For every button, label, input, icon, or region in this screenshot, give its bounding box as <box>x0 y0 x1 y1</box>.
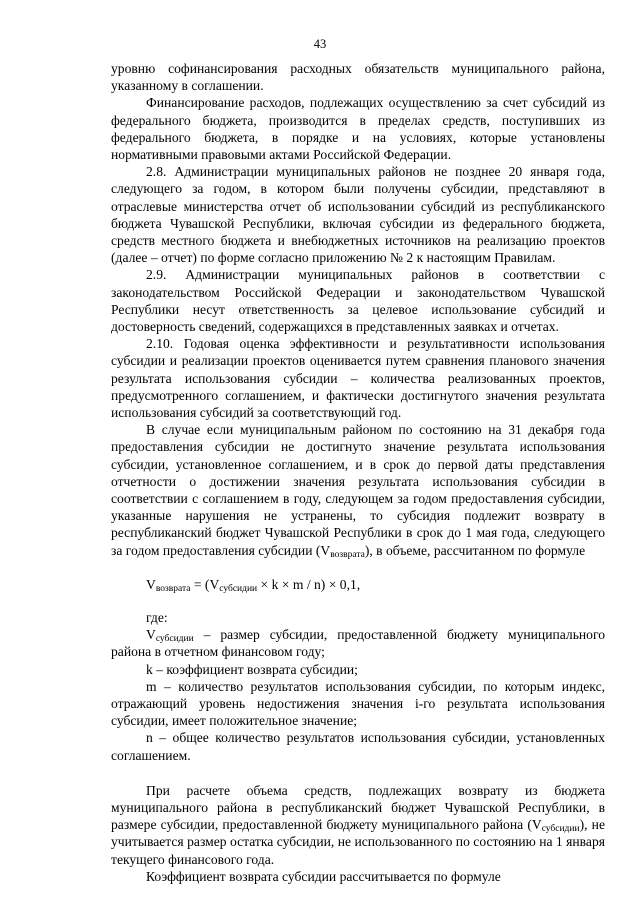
paragraph-2-8: 2.8. Администрации муниципальных районов не позднее 20 января года, следующего за годом, в котором были получены субсидии, представляют в отраслевые министерства отчет об использовании субсидий из республиканского бюджета Чувашской Республики, включая субсидии из федерального бюджета, средств местного бюджета и внебюджетных источников на реализацию проектов (далее – отчет) по форме согласно приложению № 2 к настоящим Правилам. <box>111 164 605 266</box>
definition-m: m – количество результатов использования субсидии, по которым индекс, отражающий уровень недостижения значения i-го результата использования субсидии, имеет положительное значение; <box>111 678 605 729</box>
return-formula <box>111 576 605 594</box>
return-case-subscript: возврата <box>330 549 365 560</box>
page-number: 43 <box>313 37 327 51</box>
definition-v-symbol: V <box>146 627 156 643</box>
calculation-text-1: При расчете объема средств, подлежащих возврату из бюджета муниципального района в республиканский бюджет Чувашской Республики, в размере субсидии, предоставленной бюджету муниципального района (V <box>111 782 605 833</box>
document-body <box>111 60 605 885</box>
definition-v-text: – размер субсидии, предоставленной бюджету муниципального района в отчетном финансовом году; <box>111 627 605 660</box>
calculation-text-2: ), не учитывается размер остатка субсидии, не использованного по состоянию на 1 января текущего финансового года. <box>111 817 605 867</box>
spacer <box>111 764 605 782</box>
return-case-text-1: В случае если муниципальным районом по состоянию на 31 декабря года предоставления субсидии не достигнуто значение результата использования субсидии, установленное соглашением, и в срок до первой даты представления отчетности о достижении значения результата использования субсидии в соответствии с соглашением в году, следующем за годом предоставления субсидии, указанные нарушения не устранены, то субсидия подлежит возврату в республиканский бюджет Чувашской Республики в срок до 1 мая года, следующего за годом предоставления субсидии (V <box>111 422 605 558</box>
definition-v-subsidii <box>111 626 605 660</box>
paragraph-return-case <box>111 421 605 559</box>
return-case-text-2: ), в объеме, рассчитанном по формуле <box>364 542 586 558</box>
calculation-subscript: субсидии <box>541 824 580 835</box>
where-label: где: <box>146 609 168 625</box>
formula-v-subscript: возврата <box>155 583 191 594</box>
paragraph-federal-financing: Финансирование расходов, подлежащих осуществлению за счет субсидий из федерального бюджета, производится в пределах средств, поступивших из федерального бюджета, в порядке и на условиях, которые установлены нормативными правовыми актами Российской Федерации. <box>111 95 605 163</box>
formula-rest: × k × m / n) × 0,1, <box>257 576 361 592</box>
paragraph-2-10: 2.10. Годовая оценка эффективности и результативности использования субсидии и реализации проектов оценивается путем сравнения планового значения результата использования субсидии – количества реализованных проектов, предусмотренного соглашением, и фактически достигнутого значения результата использования субсидий за соответствующий год. <box>111 336 605 421</box>
formula-v: V <box>146 576 156 592</box>
definition-k: k – коэффициент возврата субсидии; <box>146 661 358 677</box>
formula-eq-open: = (V <box>190 576 220 592</box>
definition-v-subscript: субсидии <box>155 634 194 645</box>
paragraph-2-9: 2.9. Администрации муниципальных районов в соответствии с законодательством Российской Федерации и законодательством Чувашской Республики несут ответственность за целевое использование субсидий и достоверность сведений, содержащихся в представленных заявках и отчетах. <box>111 267 605 335</box>
spacer <box>111 594 605 609</box>
definition-n: n – общее количество результатов использования субсидии, установленных соглашением. <box>111 730 605 763</box>
paragraph-calculation <box>111 782 605 868</box>
paragraph-coefficient: Коэффициент возврата субсидии рассчитывается по формуле <box>146 868 501 884</box>
formula-subsidy-subscript: субсидии <box>219 583 258 594</box>
paragraph-continuation: уровню софинансирования расходных обязательств муниципального района, указанному в соглашении. <box>111 61 605 94</box>
